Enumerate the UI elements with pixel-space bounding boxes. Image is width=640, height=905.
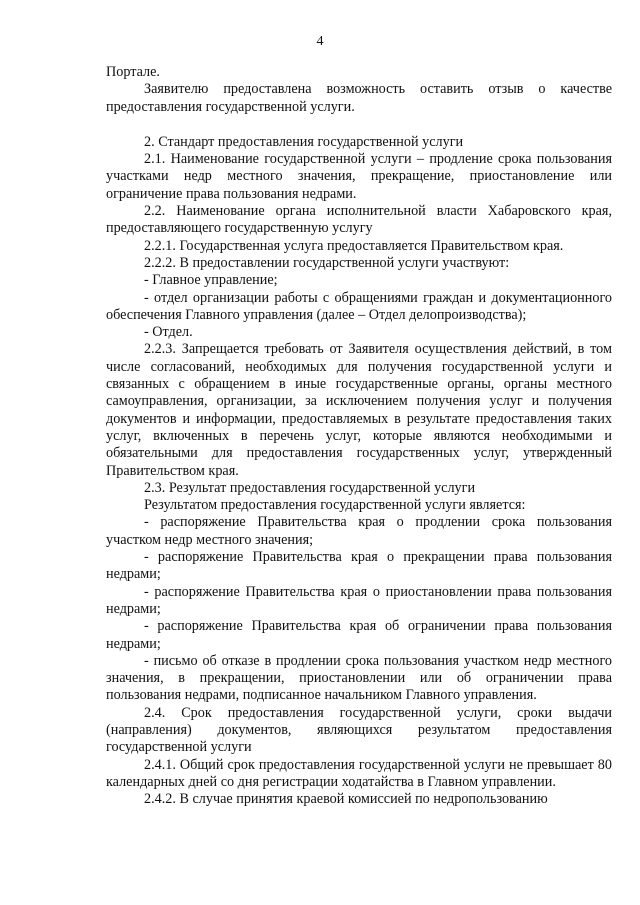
subsection-heading: 2.3. Результат предоставления государственной услуги <box>144 479 476 496</box>
paragraph: Заявителю предоставлена возможность оставить отзыв о качестве предоставления государственной услуги. <box>106 81 612 115</box>
paragraph: 2.2. Наименование органа исполнительной власти Хабаровского края, предоставляющего государственную услугу <box>106 203 612 237</box>
paragraph: 2.2.3. Запрещается требовать от Заявителя осуществления действий, в том числе согласований, необходимых для получения государственной услуги и связанных с обращением в иные государственные органы, органы местного самоуправления, организации, за исключением получения услуг и получения документов и информации, предоставляемых в результате предоставления таких услуг, включенных в перечень услуг, которые являются необходимыми и обязательными для предоставления государственных услуг, утвержденный Правительством края. <box>106 341 612 479</box>
paragraph: 2.2.2. В предоставлении государственной услуги участвуют: <box>144 254 510 271</box>
paragraph: Результатом предоставления государственной услуги является: <box>144 497 526 514</box>
list-item: - отдел организации работы с обращениями граждан и документационного обеспечения Главного управления (далее – Отдел делопроизводства); <box>106 289 612 323</box>
page-number: 4 <box>316 34 324 49</box>
list-item: - распоряжение Правительства края о продлении срока пользования участком недр местного значения; <box>106 514 612 548</box>
list-item: - распоряжение Правительства края об ограничении права пользования недрами; <box>106 618 612 652</box>
paragraph: Портале. <box>106 64 160 80</box>
list-item: - распоряжение Правительства края о приостановлении права пользования недрами; <box>106 583 612 617</box>
list-item: - распоряжение Правительства края о прекращении права пользования недрами; <box>106 549 612 583</box>
list-item: - Отдел. <box>144 324 193 341</box>
paragraph: 2.2.1. Государственная услуга предоставляется Правительством края. <box>144 237 564 254</box>
paragraph: 2.4.2. В случае принятия краевой комиссией по недропользованию <box>144 791 548 808</box>
section-heading: 2. Стандарт предоставления государственной услуги <box>144 133 464 150</box>
list-item: - Главное управление; <box>144 272 278 289</box>
list-item: - письмо об отказе в продлении срока пользования участком недр местного значения, в прекращении, приостановлении или об ограничении права пользования недрами, подписанное начальником Главного управления. <box>106 652 612 704</box>
subsection-heading: 2.4. Срок предоставления государственной услуги, сроки выдачи (направления) документов, являющихся результатом предоставления государственной услуги <box>106 704 612 756</box>
document-body <box>106 64 612 808</box>
paragraph: 2.1. Наименование государственной услуги – продление срока пользования участками недр местного значения, прекращение, приостановление или ограничение права пользования недрами. <box>106 151 612 202</box>
paragraph: 2.4.1. Общий срок предоставления государственной услуги не превышает 80 календарных дней со дня регистрации ходатайства в Главном управлении. <box>106 756 612 790</box>
